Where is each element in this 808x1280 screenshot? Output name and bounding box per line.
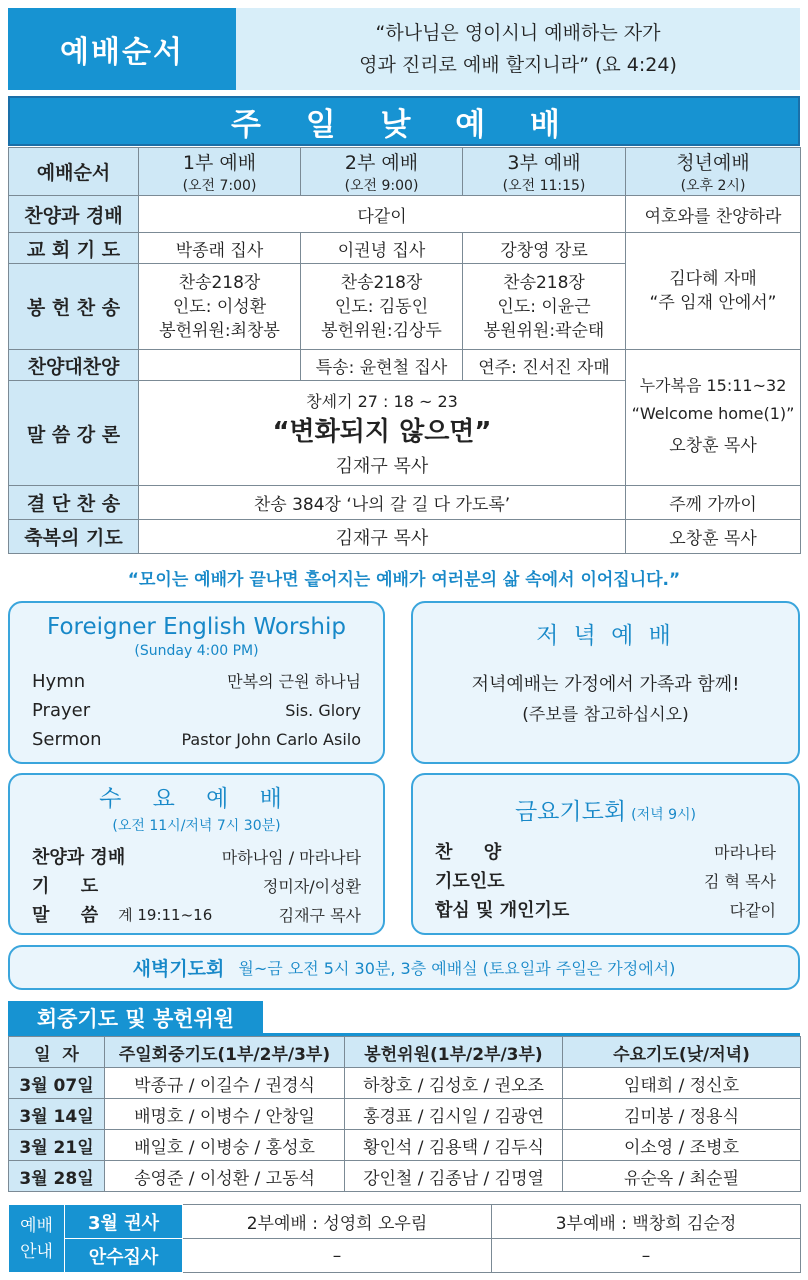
table-row: 3월 28일 송영준 / 이성환 / 고동석 강인철 / 김종남 / 김명열 유순옥 / 최순필 (9, 1161, 801, 1192)
table-row: 3월 14일 배명호 / 이병수 / 안창일 홍경표 / 김시일 / 김광연 김미봉 / 정용식 (9, 1099, 801, 1130)
row-label: 결 단 찬 송 (9, 486, 139, 520)
choir-c1 (139, 350, 301, 381)
col-youth-header: 청년예배 (오후 2시) (626, 148, 801, 196)
english-worship-title: Foreigner English Worship (47, 614, 346, 640)
evening-note-2: (주보를 참고하십시오) (522, 705, 689, 725)
list-item: Prayer Sis. Glory (32, 700, 361, 721)
english-worship-box (8, 601, 385, 764)
blessing-row (9, 520, 801, 554)
wednesday-worship-time: (오전 11시/저녁 7시 30분) (112, 818, 281, 834)
table-row (9, 1239, 801, 1273)
sermon-passage: 창세기 27 : 18 ~ 23 (306, 391, 458, 411)
closing-youth: 주께 가까이 (626, 486, 801, 520)
wednesday-scripture: 계 19:11~16 (118, 906, 213, 924)
friday-prayer-time: (저녁 9시) (631, 807, 697, 823)
table-row (9, 1205, 801, 1239)
closing-all: 찬송 384장 ‘나의 갈 길 다 가도록’ (139, 486, 626, 520)
list-item: Hymn 만복의 근원 하나님 (32, 671, 361, 692)
sermon-title: “변화되지 않으면” (272, 416, 492, 447)
guide-row-label: 안수집사 (65, 1239, 183, 1273)
dawn-prayer-text: 월~금 오전 5시 30분, 3층 예배실 (토요일과 주일은 가정에서) (238, 959, 676, 978)
offering-youth: 김다혜 자매 “주 임재 안에서” (626, 233, 801, 350)
header-date: 일 자 (9, 1037, 105, 1068)
choir-c2: 특송: 윤현철 집사 (301, 350, 463, 381)
evening-worship-box (411, 601, 800, 764)
verse-line-1: “하나님은 영이시니 예배하는 자가 (375, 22, 661, 44)
dawn-prayer-bar (8, 945, 800, 990)
row-label: 찬양과 경배 (9, 196, 139, 233)
guide-cell: – (492, 1239, 801, 1273)
list-item: 기 도 정미자/이성환 (32, 876, 361, 897)
col-2-header: 2부 예배 (오전 9:00) (301, 148, 463, 196)
row-label: 찬양대찬양 (9, 350, 139, 381)
table-row: 3월 21일 배일호 / 이병숭 / 홍성호 황인석 / 김용택 / 김두식 이소영 / 조병호 (9, 1130, 801, 1161)
list-item: 말 씀 계 19:11~16 김재구 목사 (32, 901, 361, 930)
praise-all: 다같이 (139, 196, 626, 233)
dawn-prayer-title: 새벽기도회 (132, 958, 225, 980)
blessing-youth: 오창훈 목사 (626, 520, 801, 554)
table-header-row (9, 1037, 801, 1068)
evening-note-1: 저녁예배는 가정에서 가족과 함께! (471, 674, 740, 695)
prayer-c1: 박종래 집사 (139, 233, 301, 264)
worship-guide-table (8, 1204, 801, 1273)
list-item: 기도인도 김 혁 목사 (435, 871, 776, 892)
prayer-c3: 강창영 장로 (463, 233, 626, 264)
english-worship-time: (Sunday 4:00 PM) (134, 643, 259, 659)
offering-c3: 찬송218장 인도: 이윤근 봉원위원:곽순태 (463, 264, 626, 350)
guide-cell: 3부예배 : 백창희 김순정 (492, 1205, 801, 1239)
list-item: Sermon Pastor John Carlo Asilo (32, 729, 361, 750)
list-item: 찬양과 경배 마하나임 / 마라나타 (32, 847, 361, 868)
church-prayer-row (9, 233, 801, 264)
header-offering: 봉헌위원(1부/2부/3부) (345, 1037, 563, 1068)
row-label: 축복의 기도 (9, 520, 139, 554)
list-item: 찬 양 마라나타 (435, 842, 776, 863)
prayer-c2: 이권녕 집사 (301, 233, 463, 264)
worship-order-badge: 예배순서 (8, 8, 236, 90)
prayer-committee-table (8, 1036, 801, 1192)
prayer-section-tag: 회중기도 및 봉헌위원 (8, 1001, 263, 1034)
verse-box (236, 8, 800, 90)
corner-cell: 예배순서 (9, 148, 139, 196)
sermon-youth: 누가복음 15:11~32 “Welcome home(1)” 오창훈 목사 (626, 350, 801, 486)
blessing-all: 김재구 목사 (139, 520, 626, 554)
choir-row (9, 350, 801, 381)
praise-row (9, 196, 801, 233)
row-label: 말 씀 강 론 (9, 381, 139, 486)
sermon-cell (139, 381, 626, 486)
top-header (8, 8, 800, 90)
sunday-worship-table (8, 147, 801, 554)
row-label: 봉 헌 찬 송 (9, 264, 139, 350)
col-3-header: 3부 예배 (오전 11:15) (463, 148, 626, 196)
guide-label: 예배 안내 (9, 1205, 65, 1273)
dispersed-worship-quote: “모이는 예배가 끝나면 흩어지는 예배가 여러분의 삶 속에서 이어집니다.” (127, 570, 681, 590)
offering-c1: 찬송218장 인도: 이성환 봉헌위원:최창봉 (139, 264, 301, 350)
wednesday-worship-title: 수 요 예 배 (99, 786, 294, 812)
guide-cell: – (183, 1239, 492, 1273)
choir-c3: 연주: 진서진 자매 (463, 350, 626, 381)
header-wednesday-prayer: 수요기도(낮/저녁) (563, 1037, 801, 1068)
offering-c2: 찬송218장 인도: 김동인 봉헌위원:김상두 (301, 264, 463, 350)
table-header-row (9, 148, 801, 196)
evening-worship-title: 저 녁 예 배 (536, 623, 675, 649)
closing-hymn-row (9, 486, 801, 520)
friday-prayer-box (411, 773, 800, 935)
guide-cell: 2부예배 : 성영희 오우림 (183, 1205, 492, 1239)
guide-row-label: 3월 권사 (65, 1205, 183, 1239)
praise-youth: 여호와를 찬양하라 (626, 196, 801, 233)
list-item: 합심 및 개인기도 다같이 (435, 900, 776, 921)
row-label: 교 회 기 도 (9, 233, 139, 264)
friday-prayer-heading (435, 793, 776, 826)
sermon-preacher: 김재구 목사 (335, 455, 429, 477)
table-row: 3월 07일 박종규 / 이길수 / 권경식 하창호 / 김성호 / 권오조 임태희 / 정신호 (9, 1068, 801, 1099)
friday-prayer-title: 금요기도회 (514, 799, 627, 825)
col-1-header: 1부 예배 (오전 7:00) (139, 148, 301, 196)
header-sunday-prayer: 주일회중기도(1부/2부/3부) (105, 1037, 345, 1068)
sunday-worship-banner: 주 일 낮 예 배 (8, 96, 800, 146)
verse-line-2: 영과 진리로 예배 할지니라” (요 4:24) (359, 54, 677, 76)
wednesday-worship-box (8, 773, 385, 935)
